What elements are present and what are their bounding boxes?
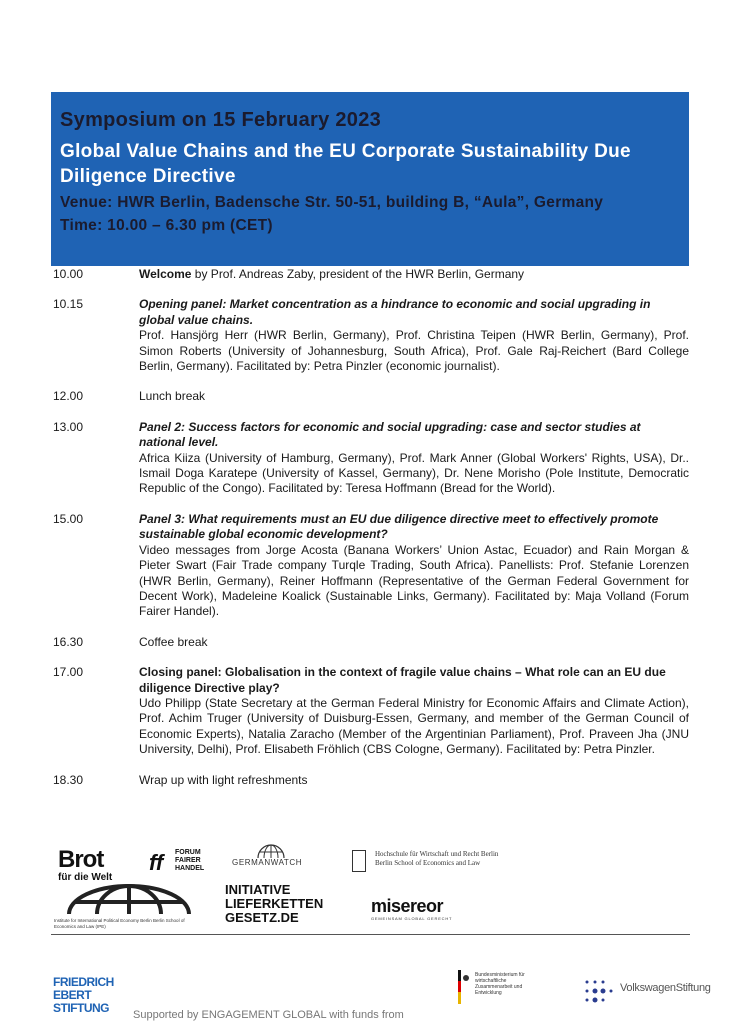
panel-title: Panel 3: What requirements must an EU due diligence directive meet to effectively promote sustainable global economic development? (139, 511, 659, 542)
panel-description: Africa Kiiza (University of Hamburg, Germany), Prof. Mark Anner (Global Workers' Rights, USA), Dr.. Ismail Doga Karatepe (University of Kassel, Germany), Dr. Nene Morisho (Pole Institute, Democratic Republic of the Congo). Facilitated by: Teresa Hoffmann (Bread for the World). (139, 450, 689, 496)
venue-line: Venue: HWR Berlin, Badensche Str. 50-51, building B, “Aula”, Germany (60, 194, 604, 211)
agenda-item (53, 512, 689, 620)
agenda-item (53, 297, 689, 374)
partner-logos (51, 840, 690, 935)
misereor-logo: misereor (371, 896, 444, 916)
panel-title: Opening panel: Market concentration as a hindrance to economic and social upgrading in global value chains. (139, 297, 651, 327)
panel-description: Video messages from Jorge Acosta (Banana Workers’ Union Astac, Ecuador) and Rain Morgan & Pieter Swart (Fair Trade company Turqle Trading, South Africa). Panellists: Prof. Stefanie Lorenzen (HWR Berlin, Germany), Reiner Hoffmann (Representative of the German Federal Government for Decent Work), Madeleine Koalick (Sustainable Links, Germany). Facilitated by: Maja Volland (Forum Fairer Handel). (139, 542, 689, 619)
agenda-item (53, 420, 689, 497)
agenda-time: 17.00 (53, 665, 84, 680)
brot-fuer-die-welt-subtitle: für die Welt (58, 872, 113, 883)
header-banner (51, 92, 689, 266)
initiative-lieferkettengesetz-logo: INITIATIVE LIEFERKETTEN GESETZ.DE (225, 882, 324, 925)
forum-fairer-handel-logo: FORUM FAIRER HANDEL (175, 849, 205, 872)
agenda-text: Lunch break (139, 389, 206, 404)
forum-fairer-handel-mark: ff (149, 850, 164, 875)
agenda-time: 16.30 (53, 634, 84, 649)
agenda-time: 18.30 (53, 772, 84, 787)
brot-fuer-die-welt-logo: Brot (58, 846, 104, 873)
agenda-text: Wrap up with light refreshments (139, 772, 308, 787)
symposium-title: Global Value Chains and the EU Corporate Sustainability Due Diligence Directive (60, 141, 631, 187)
agenda-item (53, 665, 689, 757)
panel-description: Udo Philipp (State Secretary at the German Federal Ministry for Economic Affairs and Climate Action), Prof. Achim Truger (University of Duisburg-Essen, Germany, and member of the German Council of Economic Experts), Natalia Zaracho (Member of the Argentinian Parliament), Prof. Praveen Jha (JNU University, Delhi), Prof. Elisabeth Fröhlich (CBS Cologne, Germany). Facilitated by: Petra Pinzler. (139, 695, 689, 757)
germanwatch-globe-icon (256, 844, 286, 858)
panel-description: Prof. Hansjörg Herr (HWR Berlin, Germany), Prof. Christina Teipen (HWR Berlin, Germany), Prof. Simon Roberts (University of Johannesburg, South Africa), Prof. Gale Raj-Reichert (Bard College Berlin, Germany). Facilitated by: Petra Pinzler (economic journalist). (139, 328, 689, 374)
agenda-item (53, 773, 689, 788)
agenda-item (53, 389, 689, 404)
agenda-time: 12.00 (53, 389, 84, 404)
federal-eagle-icon (458, 970, 470, 1004)
time-line: Time: 10.00 – 6.30 pm (CET) (60, 217, 273, 234)
fes-logo: FRIEDRICH EBERT STIFTUNG (53, 975, 114, 1015)
agenda-item (53, 635, 689, 650)
hwr-bear-icon (352, 850, 366, 872)
agenda (53, 267, 689, 788)
panel-title: Closing panel: Globalisation in the context of fragile value chains – What role can an EU due diligence Directive play? (139, 665, 666, 695)
misereor-tagline: GEMEINSAM GLOBAL GERECHT (371, 916, 453, 921)
panel-title: Panel 2: Success factors for economic and social upgrading: case and sector studies at national level. (139, 419, 641, 450)
agenda-welcome-label: Welcome (139, 267, 192, 281)
germanwatch-logo: GERMANWATCH (232, 858, 303, 867)
volkswagen-stiftung-dots-icon (583, 978, 615, 1004)
divider (51, 934, 690, 935)
support-text: Supported by ENGAGEMENT GLOBAL with funds from (133, 1009, 404, 1021)
bmz-logo: Bundesministerium für wirtschaftliche Zusammenarbeit und Entwicklung (475, 972, 525, 996)
ipe-logo: Institute for International Political Economy Berlin Berlin School of Economics and Law (IPE) (54, 918, 185, 929)
ipe-globe-icon (65, 884, 193, 914)
agenda-text: Coffee break (139, 634, 208, 649)
agenda-time: 13.00 (53, 419, 84, 434)
agenda-welcome-text: by Prof. Andreas Zaby, president of the HWR Berlin, Germany (191, 267, 525, 281)
agenda-time: 10.15 (53, 297, 84, 312)
agenda-item (53, 267, 689, 282)
symposium-date: Symposium on 15 February 2023 (60, 109, 382, 131)
volkswagen-stiftung-logo: VolkswagenStiftung (620, 982, 711, 994)
hwr-logo: Hochschule für Wirtschaft und Recht Berlin Berlin School of Economics and Law (375, 850, 499, 867)
agenda-time: 10.00 (53, 267, 84, 281)
agenda-time: 15.00 (53, 511, 84, 526)
